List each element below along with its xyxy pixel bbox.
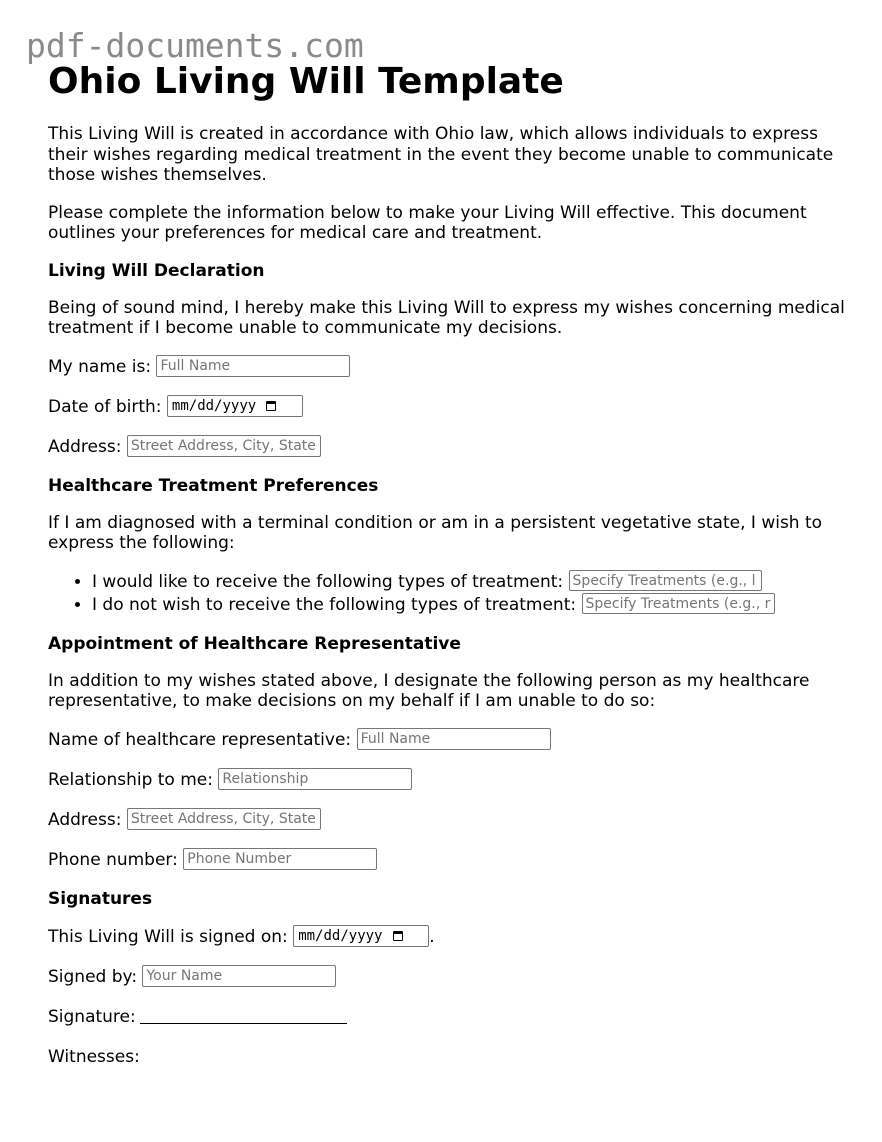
receive-treatment-label: I would like to receive the following types of treatment: (92, 571, 564, 592)
refuse-treatment-label: I do not wish to receive the following types of treatment: (92, 594, 577, 615)
intro-paragraph: This Living Will is created in accordance with Ohio law, which allows individuals to express their wishes regarding medical treatment in the event they become unable to communicate those wishes themselves. (48, 124, 834, 185)
watermark: pdf-documents.com (26, 26, 364, 65)
refuse-treatment-input[interactable]: Specify Treatments (e.g., r (582, 593, 775, 614)
instructions-paragraph: Please complete the information below to make your Living Will effective. This document outlines your preferences for medical care and treatment. (48, 202, 807, 243)
dob-date-input[interactable] (167, 395, 303, 417)
address-input[interactable]: Street Address, City, State (127, 435, 321, 457)
representative-heading: Appointment of Healthcare Representative (48, 633, 461, 654)
address-label: Address: (48, 436, 122, 457)
dob-row (48, 396, 848, 419)
preferences-heading: Healthcare Treatment Preferences (48, 475, 379, 496)
signature-label: Signature: (48, 1006, 136, 1027)
list-item (92, 571, 848, 594)
signed-by-label: Signed by: (48, 966, 138, 987)
rep-address-label: Address: (48, 809, 122, 830)
relationship-label: Relationship to me: (48, 769, 213, 790)
signed-on-row (48, 926, 848, 949)
signed-on-suffix: . (429, 926, 435, 947)
phone-label: Phone number: (48, 849, 178, 870)
receive-treatment-input[interactable]: Specify Treatments (e.g., l (569, 570, 762, 591)
representative-text: In addition to my wishes stated above, I designate the following person as my healthcare representative, to make decisions on my behalf if I am unable to do so: (48, 670, 810, 711)
document (48, 60, 848, 1086)
relationship-row (48, 769, 848, 792)
rep-name-label: Name of healthcare representative: (48, 729, 352, 750)
rep-address-row (48, 809, 848, 832)
calendar-icon[interactable] (266, 401, 276, 411)
list-item (92, 594, 848, 617)
signatures-heading: Signatures (48, 888, 153, 909)
name-label: My name is: (48, 356, 152, 377)
rep-name-input[interactable]: Full Name (357, 728, 551, 750)
relationship-input[interactable]: Relationship (218, 768, 412, 790)
signed-by-input[interactable]: Your Name (142, 965, 336, 987)
phone-row (48, 849, 848, 872)
preferences-text: If I am diagnosed with a terminal condition or am in a persistent vegetative state, I wish to express the following: (48, 512, 823, 553)
signed-by-row (48, 966, 848, 989)
full-name-input[interactable]: Full Name (156, 355, 350, 377)
declaration-heading: Living Will Declaration (48, 260, 265, 281)
signed-on-label: This Living Will is signed on: (48, 926, 288, 947)
address-row (48, 436, 848, 459)
name-row (48, 356, 848, 379)
dob-value: mm/dd/yyyy (171, 397, 257, 414)
signature-line[interactable] (140, 1006, 347, 1024)
calendar-icon[interactable] (393, 931, 403, 941)
witnesses-row (48, 1046, 848, 1069)
rep-name-row (48, 729, 848, 752)
witnesses-label: Witnesses: (48, 1046, 140, 1067)
rep-address-input[interactable]: Street Address, City, State (127, 808, 321, 830)
signature-row (48, 1006, 848, 1029)
phone-input[interactable]: Phone Number (183, 848, 377, 870)
preferences-list (48, 571, 848, 617)
signed-on-date-input[interactable] (293, 925, 429, 947)
signed-on-value: mm/dd/yyyy (298, 927, 383, 944)
dob-label: Date of birth: (48, 396, 162, 417)
page-title: Ohio Living Will Template (48, 61, 564, 102)
declaration-text: Being of sound mind, I hereby make this Living Will to express my wishes concerning medical treatment if I become unable to communicate my decisions. (48, 297, 845, 338)
